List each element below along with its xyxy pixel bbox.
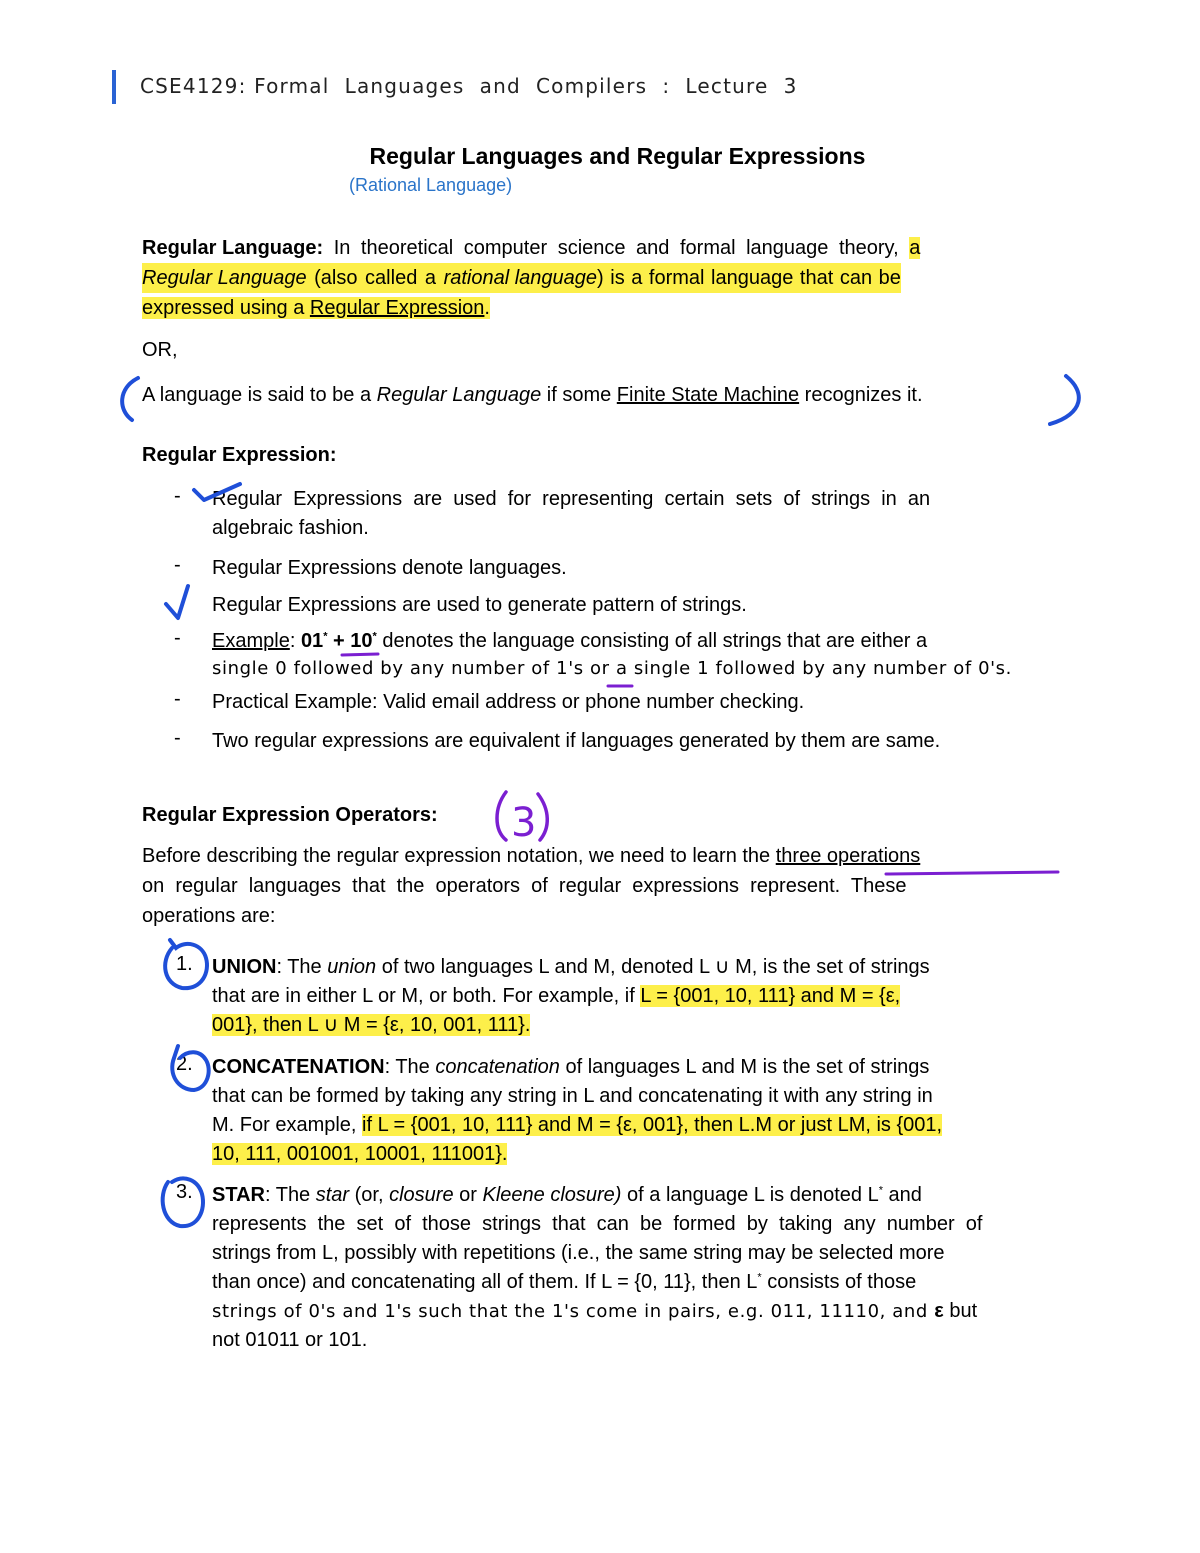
- concatenation-item: CONCATENATION: The concatenation of languages L and M is the set of strings that can be formed by taking any string in L and concatenating it with any string in M. For example, if L = {001, 10, 111} and M = {ε, 001}, then L.M or just LM, is {001, 10, 111, 001001, 10001, 111001}.: [212, 1056, 943, 1165]
- or-label: OR,: [142, 339, 178, 361]
- union-number: 1.: [176, 953, 193, 975]
- union-item: UNION: The union of two languages L and M, denoted L ∪ M, is the set of strings that are in either L or M, or both. For example, if L = {001, 10, 111} and M = {ε, 001}, then L ∪ M = {ε, 10, 001, 111}.: [212, 956, 930, 1036]
- concatenation-label: CONCATENATION: [212, 1056, 385, 1078]
- bullet-2: Regular Expressions denote languages.: [212, 557, 567, 579]
- left-bracket-icon: [122, 378, 138, 420]
- bullet-dash: -: [174, 627, 181, 649]
- three-operations-term: three operations: [775, 845, 921, 867]
- page-subtitle: (Rational Language): [349, 175, 513, 195]
- bullet-6: Two regular expressions are equivalent if languages generated by them are same.: [212, 730, 941, 752]
- checkmark-icon: [166, 586, 188, 618]
- bullet-1: Regular Expressions are used for representing certain sets of strings in an algebraic fashion.: [212, 488, 931, 539]
- star-number: 3.: [176, 1181, 193, 1203]
- regex-heading: Regular Expression:: [142, 444, 337, 466]
- page-title: Regular Languages and Regular Expressions: [369, 143, 866, 169]
- bullet-dash: -: [174, 688, 181, 710]
- course-title: Formal Languages and Compilers : Lecture 3: [254, 74, 798, 98]
- example-label: Example: [212, 630, 290, 652]
- header-bar: [112, 70, 116, 104]
- course-code: CSE4129:: [140, 74, 247, 98]
- operators-intro: Before describing the regular expression notation, we need to learn the three operations on regular languages that the operators of regular expressions represent. These operations are:: [142, 845, 921, 927]
- course-header: [140, 74, 798, 98]
- circled-number: 3: [511, 800, 537, 846]
- star-item: STAR: The star (or, closure or Kleene closure) of a language L is denoted L* and represents the set of those strings that can be formed by taking any number of strings from L, possibly with repetitions (i.e., the same string may be selected more than once) and concatenating all of them. If L = {0, 11}, then L* consists of those strings of 0's and 1's such that the 1's come in pairs, e.g. 011, 11110, and ε but not 01011 or 101.: [212, 1184, 983, 1351]
- finite-state-machine-term: Finite State Machine: [616, 384, 800, 406]
- bullet-dash: -: [174, 554, 181, 576]
- operators-heading: Regular Expression Operators:: [142, 804, 438, 826]
- concat-number: 2.: [176, 1053, 193, 1075]
- bullet-dash: -: [174, 727, 181, 749]
- bullet-4: Example: 01* + 10* denotes the language consisting of all strings that are either a single 0 followed by any number of 1's or a single 1 followed by any number of 0's.: [212, 630, 1012, 679]
- definition-term: Regular Language:: [142, 237, 324, 259]
- alternate-definition: A language is said to be a Regular Language if some Finite State Machine recognizes it.: [142, 384, 923, 406]
- bullet-3: Regular Expressions are used to generate pattern of strings.: [212, 594, 747, 616]
- union-label: UNION: [212, 956, 277, 978]
- bullet-dash: -: [174, 485, 181, 507]
- star-label: STAR: [212, 1184, 265, 1206]
- definition-paragraph: Regular Language: In theoretical computer science and formal language theory, a Regular Language (also called a rational language) is a formal language that can be expressed using a Regular Expression.: [142, 237, 921, 319]
- bullet-5: Practical Example: Valid email address or phone number checking.: [212, 691, 805, 713]
- regular-expression-link: Regular Expression: [309, 297, 485, 319]
